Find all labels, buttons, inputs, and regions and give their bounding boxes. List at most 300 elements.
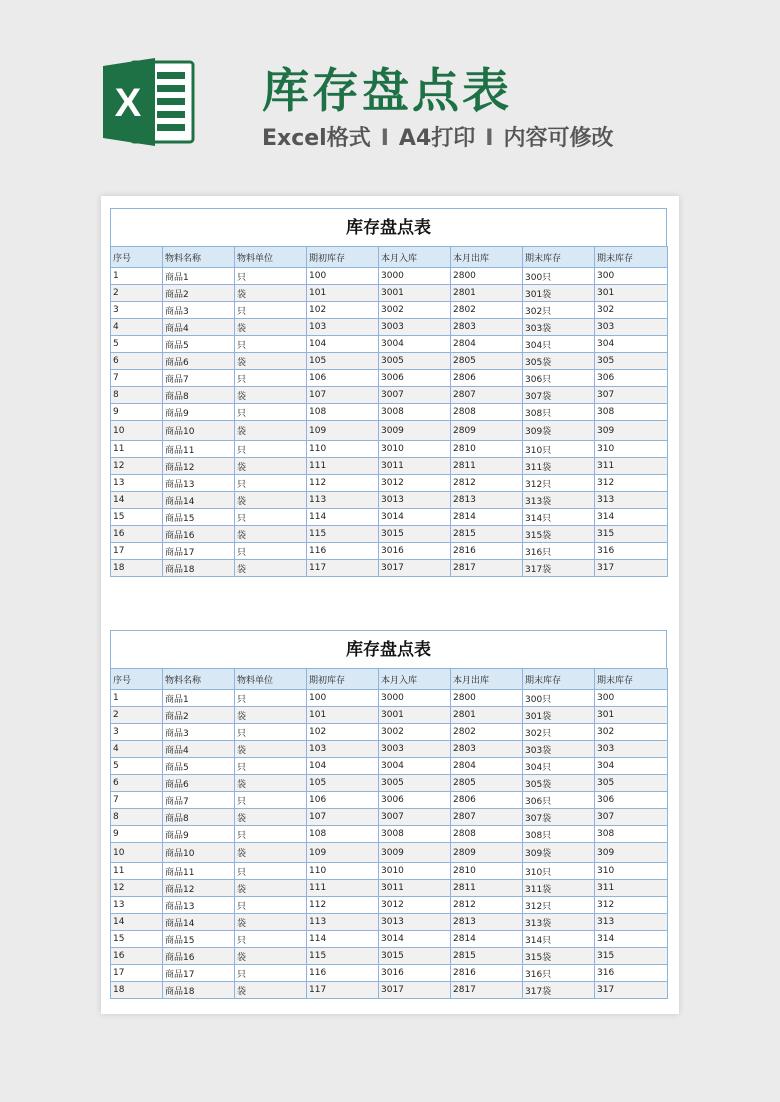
table-cell[interactable]: 袋 — [235, 492, 307, 509]
table-cell[interactable]: 108 — [307, 826, 379, 843]
table-cell[interactable]: 只 — [235, 931, 307, 948]
table-cell[interactable]: 310 — [595, 441, 668, 458]
table-cell[interactable]: 117 — [307, 560, 379, 577]
table-cell[interactable]: 13 — [111, 897, 163, 914]
table-cell[interactable]: 3006 — [379, 370, 451, 387]
table-cell[interactable]: 2809 — [451, 843, 523, 863]
table-cell[interactable]: 102 — [307, 302, 379, 319]
table-cell[interactable]: 商品11 — [163, 863, 235, 880]
table-cell[interactable]: 3013 — [379, 914, 451, 931]
table-cell[interactable]: 300 — [595, 268, 668, 285]
table-cell[interactable]: 商品15 — [163, 509, 235, 526]
table-cell[interactable]: 商品7 — [163, 370, 235, 387]
column-header[interactable]: 序号 — [111, 247, 163, 268]
table-cell[interactable]: 只 — [235, 404, 307, 421]
table-cell[interactable]: 商品16 — [163, 948, 235, 965]
table-cell[interactable]: 2810 — [451, 441, 523, 458]
table-cell[interactable]: 只 — [235, 441, 307, 458]
table-cell[interactable]: 商品15 — [163, 931, 235, 948]
table-cell[interactable]: 308 — [595, 404, 668, 421]
table-cell[interactable]: 商品18 — [163, 560, 235, 577]
column-header[interactable]: 本月出库 — [451, 247, 523, 268]
table-cell[interactable]: 17 — [111, 543, 163, 560]
table-cell[interactable]: 11 — [111, 863, 163, 880]
table-cell[interactable]: 14 — [111, 492, 163, 509]
table-cell[interactable]: 313 — [595, 492, 668, 509]
table-cell[interactable]: 2809 — [451, 421, 523, 441]
table-cell[interactable]: 3012 — [379, 475, 451, 492]
table-cell[interactable]: 袋 — [235, 880, 307, 897]
column-header[interactable]: 物料单位 — [235, 669, 307, 690]
table-cell[interactable]: 301袋 — [523, 285, 595, 302]
table-cell[interactable]: 305袋 — [523, 775, 595, 792]
table-cell[interactable]: 2817 — [451, 982, 523, 999]
table-cell[interactable]: 306只 — [523, 792, 595, 809]
table-cell[interactable]: 3002 — [379, 302, 451, 319]
table-cell[interactable]: 1 — [111, 268, 163, 285]
table-cell[interactable]: 106 — [307, 370, 379, 387]
table-cell[interactable]: 3010 — [379, 441, 451, 458]
table-cell[interactable]: 只 — [235, 758, 307, 775]
table-cell[interactable]: 2814 — [451, 509, 523, 526]
table-cell[interactable]: 307袋 — [523, 809, 595, 826]
table-cell[interactable]: 2800 — [451, 268, 523, 285]
table-cell[interactable]: 310只 — [523, 441, 595, 458]
table-cell[interactable]: 3001 — [379, 285, 451, 302]
table-cell[interactable]: 2804 — [451, 336, 523, 353]
table-cell[interactable]: 3015 — [379, 948, 451, 965]
table-cell[interactable]: 311 — [595, 880, 668, 897]
table-cell[interactable]: 15 — [111, 931, 163, 948]
table-cell[interactable]: 商品16 — [163, 526, 235, 543]
table-cell[interactable]: 304 — [595, 336, 668, 353]
table-cell[interactable]: 5 — [111, 758, 163, 775]
table-cell[interactable]: 6 — [111, 775, 163, 792]
table-cell[interactable]: 商品11 — [163, 441, 235, 458]
table-cell[interactable]: 10 — [111, 843, 163, 863]
table-cell[interactable]: 3 — [111, 724, 163, 741]
table-cell[interactable]: 315 — [595, 526, 668, 543]
table-cell[interactable]: 113 — [307, 914, 379, 931]
table-cell[interactable]: 308只 — [523, 826, 595, 843]
table-cell[interactable]: 109 — [307, 421, 379, 441]
table-cell[interactable]: 115 — [307, 526, 379, 543]
table-cell[interactable]: 2805 — [451, 775, 523, 792]
table-cell[interactable]: 314 — [595, 931, 668, 948]
table-cell[interactable]: 3006 — [379, 792, 451, 809]
table-cell[interactable]: 商品6 — [163, 775, 235, 792]
table-cell[interactable]: 309袋 — [523, 421, 595, 441]
table-cell[interactable]: 3001 — [379, 707, 451, 724]
table-cell[interactable]: 2805 — [451, 353, 523, 370]
table-cell[interactable]: 18 — [111, 560, 163, 577]
table-cell[interactable]: 商品10 — [163, 421, 235, 441]
table-cell[interactable]: 103 — [307, 319, 379, 336]
table-cell[interactable]: 104 — [307, 758, 379, 775]
table-cell[interactable]: 301袋 — [523, 707, 595, 724]
table-cell[interactable]: 只 — [235, 690, 307, 707]
table-cell[interactable]: 2811 — [451, 880, 523, 897]
table-cell[interactable]: 商品13 — [163, 897, 235, 914]
table-cell[interactable]: 2806 — [451, 792, 523, 809]
column-header[interactable]: 物料单位 — [235, 247, 307, 268]
table-cell[interactable]: 115 — [307, 948, 379, 965]
table-cell[interactable]: 商品8 — [163, 387, 235, 404]
table-cell[interactable]: 100 — [307, 268, 379, 285]
table-cell[interactable]: 313袋 — [523, 914, 595, 931]
table-cell[interactable]: 2816 — [451, 965, 523, 982]
table-cell[interactable]: 2802 — [451, 724, 523, 741]
table-cell[interactable]: 312只 — [523, 475, 595, 492]
table-cell[interactable]: 只 — [235, 268, 307, 285]
column-header[interactable]: 期初库存 — [307, 669, 379, 690]
table-cell[interactable]: 307袋 — [523, 387, 595, 404]
table-cell[interactable]: 303袋 — [523, 741, 595, 758]
table-cell[interactable]: 303 — [595, 741, 668, 758]
table-cell[interactable]: 3003 — [379, 741, 451, 758]
table-cell[interactable]: 商品10 — [163, 843, 235, 863]
table-cell[interactable]: 317 — [595, 982, 668, 999]
table-cell[interactable]: 3011 — [379, 880, 451, 897]
table-cell[interactable]: 305 — [595, 353, 668, 370]
table-cell[interactable]: 113 — [307, 492, 379, 509]
table-cell[interactable]: 307 — [595, 387, 668, 404]
table-cell[interactable]: 9 — [111, 826, 163, 843]
table-cell[interactable]: 310 — [595, 863, 668, 880]
table-cell[interactable]: 117 — [307, 982, 379, 999]
table-cell[interactable]: 商品14 — [163, 492, 235, 509]
table-cell[interactable]: 袋 — [235, 843, 307, 863]
table-cell[interactable]: 商品9 — [163, 826, 235, 843]
table-cell[interactable]: 3 — [111, 302, 163, 319]
table-cell[interactable]: 7 — [111, 370, 163, 387]
table-cell[interactable]: 114 — [307, 509, 379, 526]
table-cell[interactable]: 2801 — [451, 707, 523, 724]
table-cell[interactable]: 107 — [307, 387, 379, 404]
table-cell[interactable]: 2815 — [451, 526, 523, 543]
table-cell[interactable]: 109 — [307, 843, 379, 863]
table-cell[interactable]: 304 — [595, 758, 668, 775]
table-cell[interactable]: 2815 — [451, 948, 523, 965]
table-cell[interactable]: 只 — [235, 792, 307, 809]
table-cell[interactable]: 302只 — [523, 724, 595, 741]
table-cell[interactable]: 商品7 — [163, 792, 235, 809]
table-cell[interactable]: 袋 — [235, 809, 307, 826]
table-cell[interactable]: 110 — [307, 441, 379, 458]
table-cell[interactable]: 18 — [111, 982, 163, 999]
table-cell[interactable]: 4 — [111, 741, 163, 758]
table-cell[interactable]: 9 — [111, 404, 163, 421]
table-cell[interactable]: 311 — [595, 458, 668, 475]
table-cell[interactable]: 300只 — [523, 690, 595, 707]
table-cell[interactable]: 309 — [595, 843, 668, 863]
table-cell[interactable]: 只 — [235, 509, 307, 526]
table-cell[interactable]: 308只 — [523, 404, 595, 421]
table-cell[interactable]: 4 — [111, 319, 163, 336]
table-cell[interactable]: 310只 — [523, 863, 595, 880]
column-header[interactable]: 序号 — [111, 669, 163, 690]
table-cell[interactable]: 103 — [307, 741, 379, 758]
table-cell[interactable]: 商品9 — [163, 404, 235, 421]
table-cell[interactable]: 商品17 — [163, 965, 235, 982]
table-cell[interactable]: 只 — [235, 475, 307, 492]
table-cell[interactable]: 313袋 — [523, 492, 595, 509]
table-cell[interactable]: 3003 — [379, 319, 451, 336]
table-cell[interactable]: 112 — [307, 475, 379, 492]
table-cell[interactable]: 300 — [595, 690, 668, 707]
table-cell[interactable]: 302只 — [523, 302, 595, 319]
table-cell[interactable]: 3011 — [379, 458, 451, 475]
table-cell[interactable]: 3008 — [379, 826, 451, 843]
table-cell[interactable]: 2813 — [451, 914, 523, 931]
table-cell[interactable]: 3002 — [379, 724, 451, 741]
table-cell[interactable]: 316只 — [523, 965, 595, 982]
table-cell[interactable]: 12 — [111, 880, 163, 897]
table-cell[interactable]: 商品3 — [163, 724, 235, 741]
table-cell[interactable]: 3004 — [379, 336, 451, 353]
table-cell[interactable]: 16 — [111, 948, 163, 965]
table-cell[interactable]: 1 — [111, 690, 163, 707]
column-header[interactable]: 期末库存 — [595, 669, 668, 690]
table-cell[interactable]: 3009 — [379, 421, 451, 441]
column-header[interactable]: 期初库存 — [307, 247, 379, 268]
column-header[interactable]: 本月出库 — [451, 669, 523, 690]
table-cell[interactable]: 商品8 — [163, 809, 235, 826]
table-cell[interactable]: 302 — [595, 302, 668, 319]
column-header[interactable]: 本月入库 — [379, 247, 451, 268]
table-cell[interactable]: 袋 — [235, 319, 307, 336]
table-cell[interactable]: 315 — [595, 948, 668, 965]
table-cell[interactable]: 11 — [111, 441, 163, 458]
table-cell[interactable]: 袋 — [235, 458, 307, 475]
table-cell[interactable]: 306只 — [523, 370, 595, 387]
table-cell[interactable]: 3008 — [379, 404, 451, 421]
table-cell[interactable]: 袋 — [235, 387, 307, 404]
table-cell[interactable]: 3009 — [379, 843, 451, 863]
table-cell[interactable]: 3007 — [379, 809, 451, 826]
table-cell[interactable]: 商品13 — [163, 475, 235, 492]
table-cell[interactable]: 8 — [111, 809, 163, 826]
table-cell[interactable]: 2802 — [451, 302, 523, 319]
table-cell[interactable]: 3012 — [379, 897, 451, 914]
table-cell[interactable]: 只 — [235, 965, 307, 982]
table-cell[interactable]: 袋 — [235, 775, 307, 792]
table-cell[interactable]: 3014 — [379, 509, 451, 526]
table-cell[interactable]: 袋 — [235, 741, 307, 758]
table-cell[interactable]: 314只 — [523, 931, 595, 948]
table-cell[interactable]: 10 — [111, 421, 163, 441]
table-cell[interactable]: 2811 — [451, 458, 523, 475]
table-cell[interactable]: 袋 — [235, 421, 307, 441]
table-cell[interactable]: 309袋 — [523, 843, 595, 863]
table-cell[interactable]: 114 — [307, 931, 379, 948]
table-cell[interactable]: 商品3 — [163, 302, 235, 319]
table-cell[interactable]: 12 — [111, 458, 163, 475]
table-cell[interactable]: 102 — [307, 724, 379, 741]
table-cell[interactable]: 306 — [595, 370, 668, 387]
table-cell[interactable]: 116 — [307, 543, 379, 560]
table-cell[interactable]: 111 — [307, 458, 379, 475]
table-cell[interactable]: 2 — [111, 707, 163, 724]
table-cell[interactable]: 3016 — [379, 965, 451, 982]
table-cell[interactable]: 袋 — [235, 707, 307, 724]
table-cell[interactable]: 305 — [595, 775, 668, 792]
table-cell[interactable]: 17 — [111, 965, 163, 982]
table-cell[interactable]: 商品18 — [163, 982, 235, 999]
table-cell[interactable]: 112 — [307, 897, 379, 914]
table-cell[interactable]: 商品17 — [163, 543, 235, 560]
table-cell[interactable]: 2814 — [451, 931, 523, 948]
table-cell[interactable]: 2810 — [451, 863, 523, 880]
table-cell[interactable]: 305袋 — [523, 353, 595, 370]
table-cell[interactable]: 100 — [307, 690, 379, 707]
table-cell[interactable]: 2803 — [451, 741, 523, 758]
table-cell[interactable]: 3000 — [379, 690, 451, 707]
table-cell[interactable]: 商品1 — [163, 690, 235, 707]
table-cell[interactable]: 3007 — [379, 387, 451, 404]
table-cell[interactable]: 3005 — [379, 775, 451, 792]
column-header[interactable]: 期末库存 — [523, 247, 595, 268]
table-cell[interactable]: 101 — [307, 285, 379, 302]
table-cell[interactable]: 110 — [307, 863, 379, 880]
table-cell[interactable]: 2808 — [451, 404, 523, 421]
table-cell[interactable]: 2812 — [451, 475, 523, 492]
table-cell[interactable]: 商品5 — [163, 336, 235, 353]
table-cell[interactable]: 108 — [307, 404, 379, 421]
table-cell[interactable]: 2807 — [451, 809, 523, 826]
table-cell[interactable]: 2813 — [451, 492, 523, 509]
table-cell[interactable]: 3017 — [379, 982, 451, 999]
table-cell[interactable]: 2806 — [451, 370, 523, 387]
table-cell[interactable]: 商品2 — [163, 707, 235, 724]
table-cell[interactable]: 3010 — [379, 863, 451, 880]
table-cell[interactable]: 2816 — [451, 543, 523, 560]
table-cell[interactable]: 只 — [235, 336, 307, 353]
table-cell[interactable]: 只 — [235, 370, 307, 387]
table-cell[interactable]: 14 — [111, 914, 163, 931]
table-cell[interactable]: 312只 — [523, 897, 595, 914]
table-cell[interactable]: 316 — [595, 543, 668, 560]
table-cell[interactable]: 3017 — [379, 560, 451, 577]
table-cell[interactable]: 314 — [595, 509, 668, 526]
table-cell[interactable]: 303袋 — [523, 319, 595, 336]
table-cell[interactable]: 317袋 — [523, 560, 595, 577]
table-cell[interactable]: 商品6 — [163, 353, 235, 370]
table-cell[interactable]: 只 — [235, 724, 307, 741]
column-header[interactable]: 物料名称 — [163, 669, 235, 690]
table-cell[interactable]: 106 — [307, 792, 379, 809]
table-cell[interactable]: 只 — [235, 863, 307, 880]
table-cell[interactable]: 300只 — [523, 268, 595, 285]
table-cell[interactable]: 袋 — [235, 353, 307, 370]
table-cell[interactable]: 只 — [235, 897, 307, 914]
table-cell[interactable]: 袋 — [235, 526, 307, 543]
table-cell[interactable]: 只 — [235, 302, 307, 319]
table-cell[interactable]: 袋 — [235, 914, 307, 931]
table-cell[interactable]: 7 — [111, 792, 163, 809]
table-cell[interactable]: 5 — [111, 336, 163, 353]
table-cell[interactable]: 303 — [595, 319, 668, 336]
table-cell[interactable]: 316只 — [523, 543, 595, 560]
table-cell[interactable]: 袋 — [235, 982, 307, 999]
table-cell[interactable]: 107 — [307, 809, 379, 826]
table-cell[interactable]: 8 — [111, 387, 163, 404]
table-cell[interactable]: 315袋 — [523, 526, 595, 543]
table-cell[interactable]: 2812 — [451, 897, 523, 914]
table-cell[interactable]: 2801 — [451, 285, 523, 302]
table-cell[interactable]: 商品12 — [163, 458, 235, 475]
table-cell[interactable]: 3014 — [379, 931, 451, 948]
table-cell[interactable]: 3015 — [379, 526, 451, 543]
table-cell[interactable]: 2817 — [451, 560, 523, 577]
table-cell[interactable]: 101 — [307, 707, 379, 724]
table-cell[interactable]: 商品1 — [163, 268, 235, 285]
table-cell[interactable]: 2807 — [451, 387, 523, 404]
table-cell[interactable]: 306 — [595, 792, 668, 809]
table-cell[interactable]: 2808 — [451, 826, 523, 843]
table-cell[interactable]: 商品5 — [163, 758, 235, 775]
table-cell[interactable]: 308 — [595, 826, 668, 843]
table-cell[interactable]: 16 — [111, 526, 163, 543]
table-cell[interactable]: 商品4 — [163, 319, 235, 336]
table-cell[interactable]: 3004 — [379, 758, 451, 775]
table-cell[interactable]: 104 — [307, 336, 379, 353]
table-cell[interactable]: 只 — [235, 543, 307, 560]
table-cell[interactable]: 商品14 — [163, 914, 235, 931]
table-cell[interactable]: 314只 — [523, 509, 595, 526]
table-cell[interactable]: 302 — [595, 724, 668, 741]
table-cell[interactable]: 317袋 — [523, 982, 595, 999]
table-cell[interactable]: 313 — [595, 914, 668, 931]
table-cell[interactable]: 2804 — [451, 758, 523, 775]
table-cell[interactable]: 商品12 — [163, 880, 235, 897]
table-cell[interactable]: 2803 — [451, 319, 523, 336]
table-cell[interactable]: 311袋 — [523, 880, 595, 897]
table-cell[interactable]: 301 — [595, 285, 668, 302]
table-cell[interactable]: 105 — [307, 775, 379, 792]
table-cell[interactable]: 312 — [595, 897, 668, 914]
column-header[interactable]: 本月入库 — [379, 669, 451, 690]
table-cell[interactable]: 315袋 — [523, 948, 595, 965]
column-header[interactable]: 物料名称 — [163, 247, 235, 268]
table-cell[interactable]: 301 — [595, 707, 668, 724]
table-cell[interactable]: 312 — [595, 475, 668, 492]
table-cell[interactable]: 6 — [111, 353, 163, 370]
table-cell[interactable]: 307 — [595, 809, 668, 826]
table-cell[interactable]: 袋 — [235, 560, 307, 577]
table-cell[interactable]: 2 — [111, 285, 163, 302]
column-header[interactable]: 期末库存 — [523, 669, 595, 690]
table-cell[interactable]: 3013 — [379, 492, 451, 509]
table-cell[interactable]: 2800 — [451, 690, 523, 707]
table-cell[interactable]: 105 — [307, 353, 379, 370]
table-cell[interactable]: 309 — [595, 421, 668, 441]
table-cell[interactable]: 3000 — [379, 268, 451, 285]
table-cell[interactable]: 116 — [307, 965, 379, 982]
column-header[interactable]: 期末库存 — [595, 247, 668, 268]
table-cell[interactable]: 袋 — [235, 948, 307, 965]
table-cell[interactable]: 111 — [307, 880, 379, 897]
table-cell[interactable]: 311袋 — [523, 458, 595, 475]
table-cell[interactable]: 3016 — [379, 543, 451, 560]
table-cell[interactable]: 只 — [235, 826, 307, 843]
table-cell[interactable]: 商品4 — [163, 741, 235, 758]
table-cell[interactable]: 316 — [595, 965, 668, 982]
table-cell[interactable]: 317 — [595, 560, 668, 577]
table-cell[interactable]: 3005 — [379, 353, 451, 370]
table-cell[interactable]: 商品2 — [163, 285, 235, 302]
table-cell[interactable]: 304只 — [523, 758, 595, 775]
